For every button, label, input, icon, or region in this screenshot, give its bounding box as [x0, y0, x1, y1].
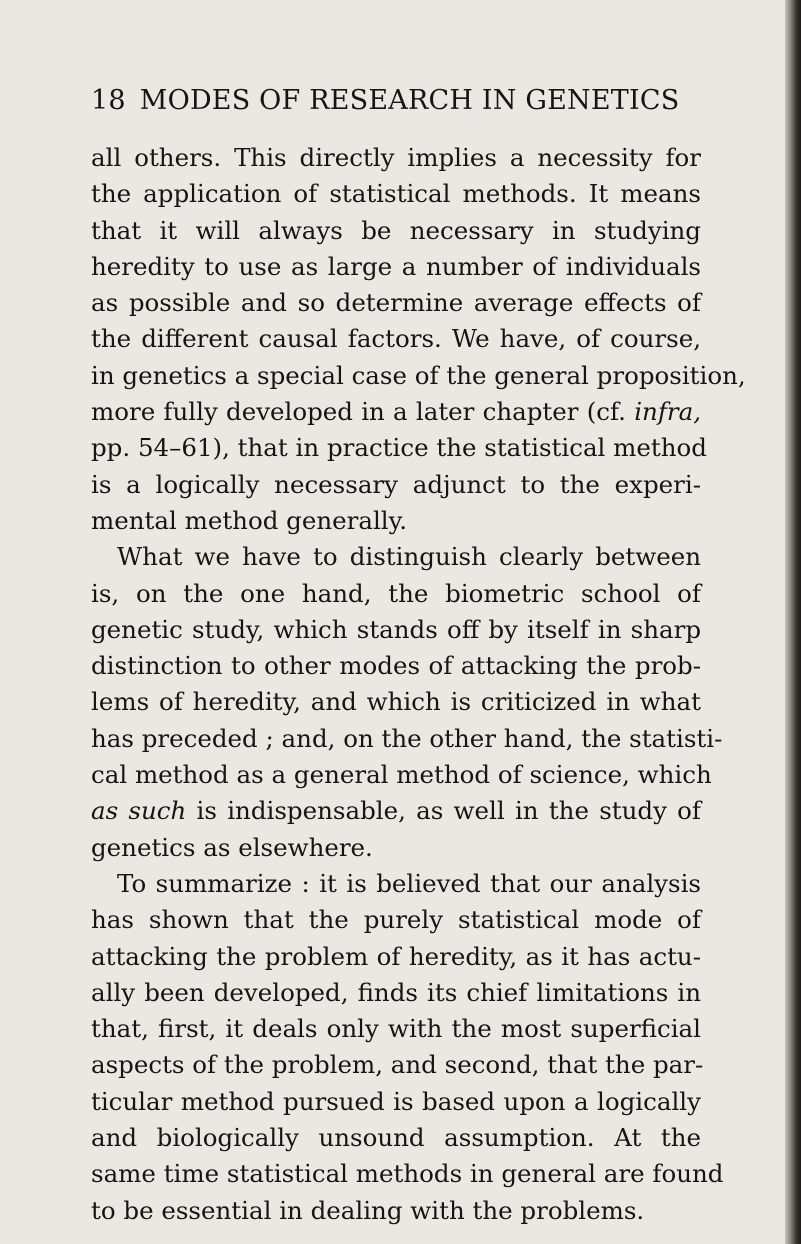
text-line: genetic study, which stands off by itself in sharp — [91, 614, 701, 644]
text-line: attacking the problem of heredity, as it has actu- — [91, 941, 701, 971]
text-line: lems of heredity, and which is criticized in what — [91, 687, 701, 717]
text-line: distinction to other modes of attacking the prob- — [91, 651, 701, 681]
text-line: that it will always be necessary in studying — [91, 215, 701, 245]
text-line: that, first, it deals only with the most superficial — [91, 1014, 701, 1044]
running-title: MODES OF RESEARCH IN GENETICS — [139, 85, 680, 116]
text-line: as such is indispensable, as well in the study of — [91, 796, 701, 826]
text-line: the application of statistical methods. It means — [91, 179, 701, 209]
text-line: as possible and so determine average effects of — [91, 288, 701, 318]
text-line: is a logically necessary adjunct to the experi- — [91, 469, 701, 499]
text-line: and biologically unsound assumption. At the — [91, 1123, 701, 1153]
text-line: cal method as a general method of science, which — [91, 760, 712, 790]
running-header — [91, 85, 679, 116]
text-line: in genetics a special case of the general proposition, — [91, 360, 746, 390]
text-line: ticular method pursued is based upon a logically — [91, 1086, 701, 1116]
text-line: mental method generally. — [91, 505, 407, 535]
text-line: same time statistical methods in general are found — [91, 1159, 724, 1189]
text-line: more fully developed in a later chapter (cf. infra, — [91, 397, 701, 427]
text-line: ally been developed, finds its chief limitations in — [91, 977, 701, 1007]
text-line: aspects of the problem, and second, that the par- — [91, 1050, 704, 1080]
text-line: genetics as elsewhere. — [91, 832, 373, 862]
text-line: has shown that the purely statistical mode of — [91, 905, 701, 935]
text-line: is, on the one hand, the biometric school of — [91, 578, 701, 608]
text-line: to be essential in dealing with the problems. — [91, 1195, 645, 1225]
text-line: pp. 54–61), that in practice the statistical method — [91, 433, 707, 463]
body-text — [91, 140, 746, 1229]
page-edge-shadow — [785, 0, 801, 1244]
page-number: 18 — [91, 85, 126, 116]
text-line: What we have to distinguish clearly between — [117, 542, 701, 572]
text-line: has preceded ; and, on the other hand, the statisti- — [91, 723, 723, 753]
text-line: heredity to use as large a number of individuals — [91, 251, 701, 281]
text-line: all others. This directly implies a necessity for — [91, 143, 701, 172]
text-line: To summarize : it is believed that our analysis — [117, 868, 701, 898]
text-line: the different causal factors. We have, of course, — [91, 324, 701, 354]
